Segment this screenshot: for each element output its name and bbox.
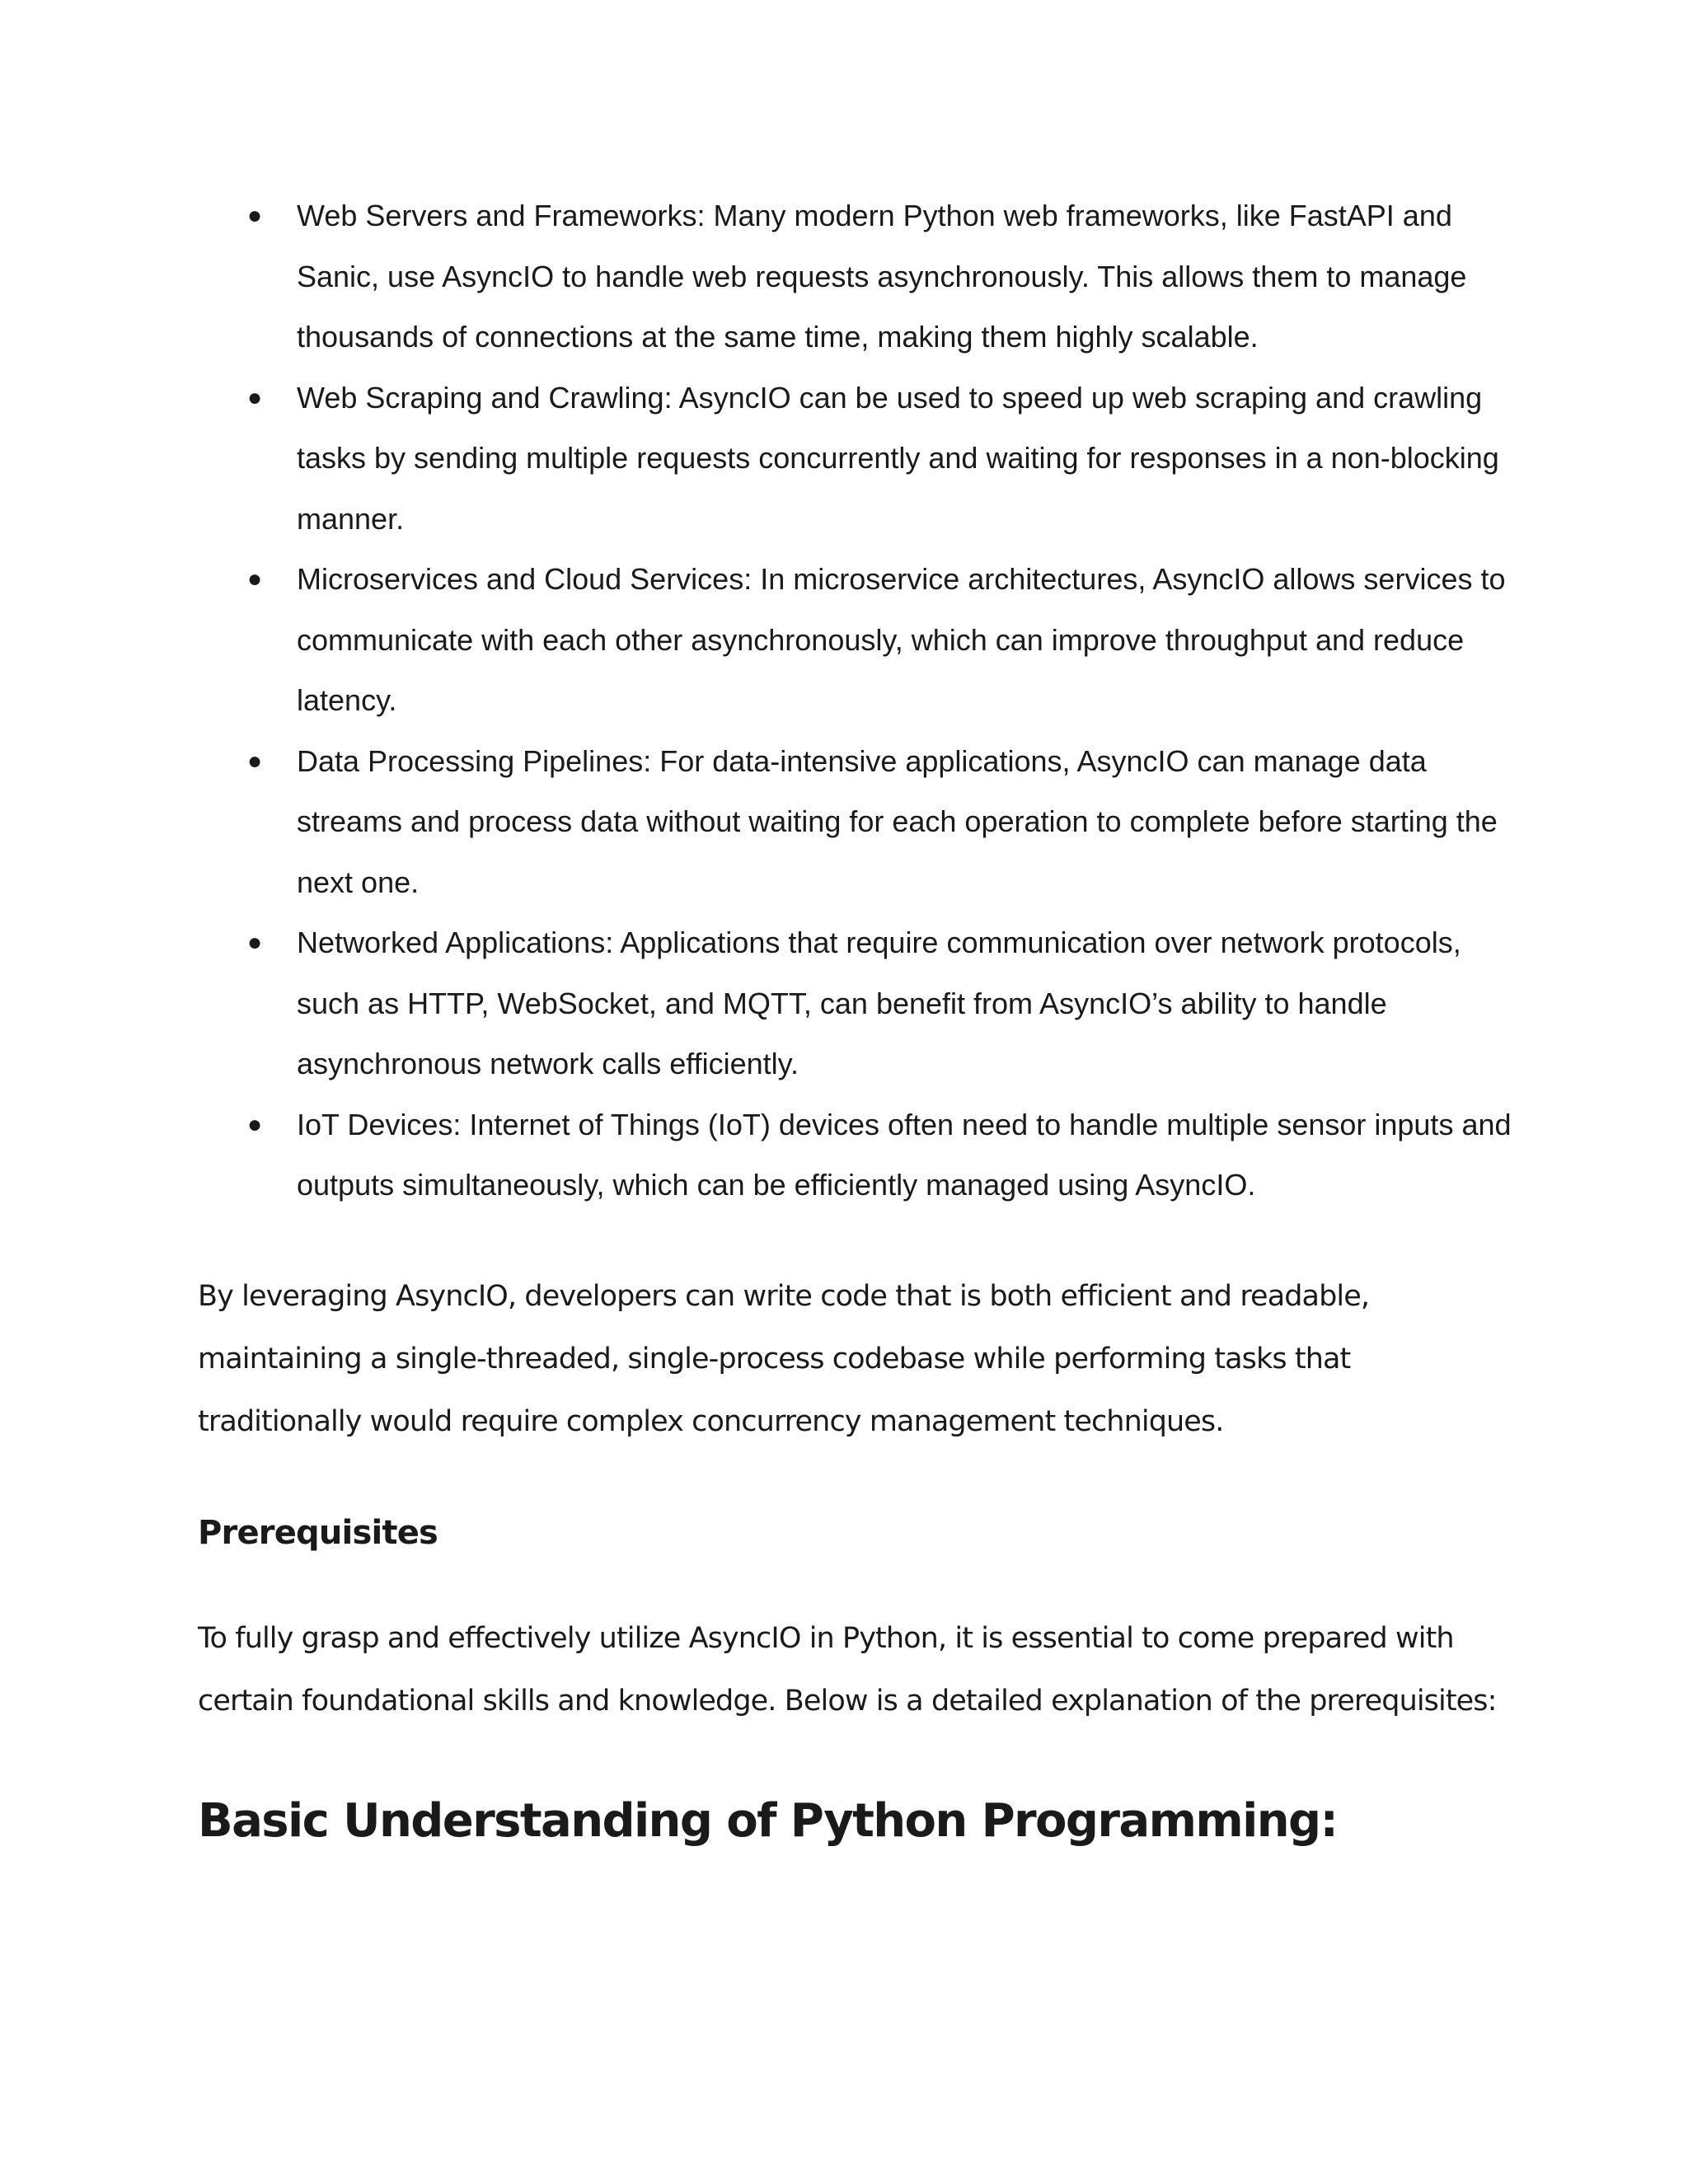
prerequisites-heading: Prerequisites bbox=[198, 1514, 438, 1552]
prerequisites-paragraph: To fully grasp and effectively utilize AsyncIO in Python, it is essential to come prepared with certain foundational skills and knowledge. Below is a detailed explanation of the prerequisites: bbox=[198, 1622, 1497, 1718]
list-item-text: Networked Applications: Applications that require communication over network protocols, such as HTTP, WebSocket, and MQTT, can benefit from AsyncIO’s ability to handle asynchronous network calls efficiently. bbox=[297, 926, 1461, 1080]
list-item-text: Web Servers and Frameworks: Many modern Python web frameworks, like FastAPI and Sanic, use AsyncIO to handle web requests asynchronously. This allows them to manage thousands of connections at the same time, making them highly scalable. bbox=[297, 199, 1467, 354]
bullet-icon: ● bbox=[247, 747, 263, 775]
list-item bbox=[247, 368, 1517, 550]
list-item-text: Microservices and Cloud Services: In microservice architectures, AsyncIO allows services to communicate with each other asynchronously, which can improve throughput and reduce latency. bbox=[297, 562, 1506, 717]
list-item bbox=[247, 1094, 1517, 1216]
list-item bbox=[247, 731, 1517, 913]
summary-paragraph: By leveraging AsyncIO, developers can write code that is both efficient and readable, maintaining a single-threaded, single-process codebase while performing tasks that traditionally would require complex concurrency management techniques. bbox=[198, 1280, 1370, 1438]
list-item bbox=[247, 185, 1517, 368]
list-item-text: Web Scraping and Crawling: AsyncIO can be used to speed up web scraping and crawling tasks by sending multiple requests concurrently and waiting for responses in a non-blocking manner. bbox=[297, 380, 1499, 536]
list-item bbox=[247, 549, 1517, 731]
bullet-icon: ● bbox=[247, 383, 263, 411]
use-case-list bbox=[247, 185, 1517, 1216]
bullet-icon: ● bbox=[247, 1110, 263, 1138]
list-item-text: Data Processing Pipelines: For data-intensive applications, AsyncIO can manage data streams and process data without waiting for each operation to complete before starting the next one. bbox=[297, 743, 1498, 899]
bullet-icon: ● bbox=[247, 929, 263, 956]
list-item-text: IoT Devices: Internet of Things (IoT) devices often need to handle multiple sensor inputs and outputs simultaneously, which can be efficiently managed using AsyncIO. bbox=[297, 1107, 1512, 1202]
bullet-icon: ● bbox=[247, 202, 263, 229]
list-item bbox=[247, 912, 1517, 1094]
bullet-icon: ● bbox=[247, 565, 263, 593]
section-heading: Basic Understanding of Python Programming: bbox=[198, 1794, 1338, 1848]
